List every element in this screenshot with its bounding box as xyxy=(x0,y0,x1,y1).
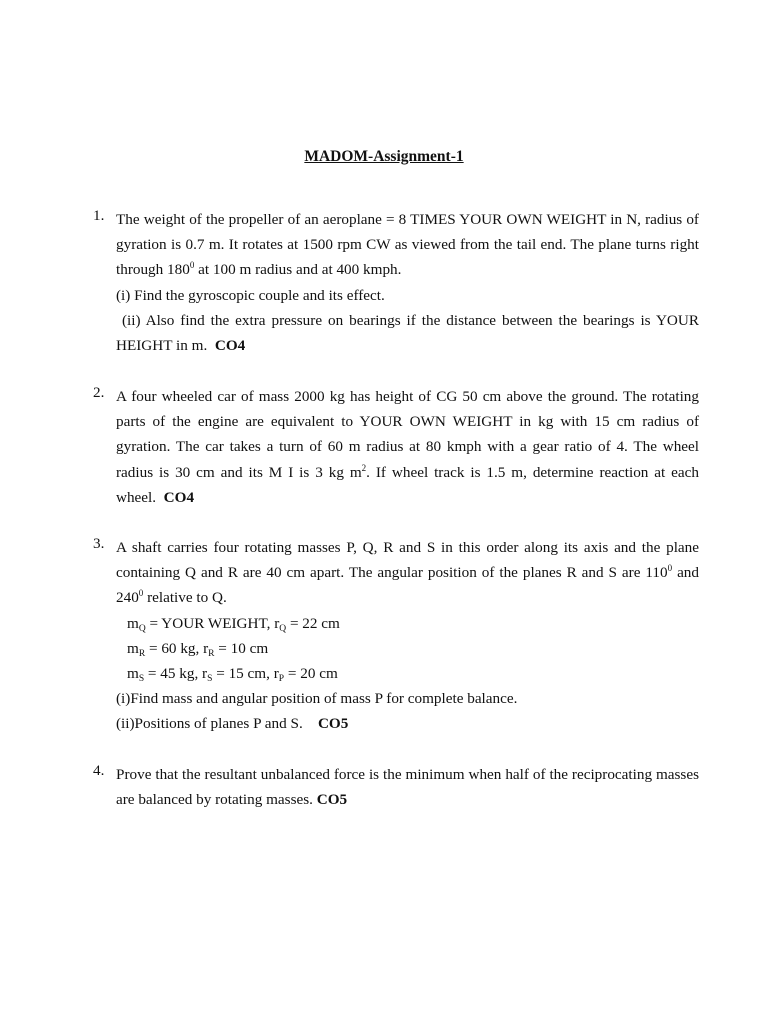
course-outcome-label: CO5 xyxy=(316,791,348,809)
question-part-i: (i)Find mass and angular position of mass P for complete balance. xyxy=(116,690,518,708)
superscript: 0 xyxy=(138,588,144,599)
question-body xyxy=(116,384,699,510)
question-number: 2. xyxy=(93,384,105,401)
question-number: 4. xyxy=(93,762,105,779)
question-body xyxy=(116,762,699,812)
mass-line-s: $m_S = 45$ kg, $r_S = 15$ cm, $r_P = 20$ cm xyxy=(127,665,338,685)
question-number: 1. xyxy=(93,207,105,224)
superscript: 0 xyxy=(189,260,195,271)
question-part-ii: (ii)Positions of planes P and S. CO5 xyxy=(116,715,349,733)
question-text: The weight of the propeller of an aeroplane = 8 TIMES YOUR OWN WEIGHT in N, radius of gyration is 0.7 m. It rotates at 1500 rpm CW as viewed from the tail end. The plane turns right through $180^0$ at 100 m radius and at 400 kmph. xyxy=(116,211,699,279)
course-outcome-label: CO4 xyxy=(214,337,246,355)
superscript: 0 xyxy=(667,563,673,574)
question-4 xyxy=(93,762,699,812)
question-number: 3. xyxy=(93,535,105,552)
question-part-i: (i) Find the gyroscopic couple and its effect. xyxy=(116,286,385,304)
course-outcome-label: CO4 xyxy=(163,488,195,506)
course-outcome-label: CO5 xyxy=(317,715,349,733)
assignment-title: MADOM-Assignment-1 xyxy=(304,148,464,165)
question-text: A shaft carries four rotating masses P, Q, R and S in this order along its axis and the plane containing Q and R are 40 cm apart. The angular position of the planes R and S are $110^0$ and $240^0$ relative to Q. xyxy=(116,539,699,607)
question-2 xyxy=(93,384,699,510)
question-text: A four wheeled car of mass 2000 kg has height of CG 50 cm above the ground. The rotating parts of the engine are equivalent to YOUR OWN WEIGHT in kg with 15 cm radius of gyration. The car takes a turn of 60 m radius at 80 kmph with a gear ratio of 4. The wheel radius is 30 cm and its M I is 3 kg $m^2$. If wheel track is 1.5 m, determine reaction at each wheel. CO4 xyxy=(116,388,699,506)
question-text: Prove that the resultant unbalanced force is the minimum when half of the reciprocating masses are balanced by rotating masses. CO5 xyxy=(116,766,699,809)
mass-line-q: $m_Q$ = YOUR WEIGHT, $r_Q = 22$ cm xyxy=(127,614,340,634)
question-body xyxy=(116,535,699,737)
question-body xyxy=(116,207,699,358)
question-3 xyxy=(93,535,699,737)
mass-line-r: $m_R = 60$ kg, $r_R = 10$ cm xyxy=(127,639,269,659)
question-1 xyxy=(93,207,699,358)
superscript: 2 xyxy=(361,462,367,473)
question-part-ii: (ii) Also find the extra pressure on bearings if the distance between the bearings is YOUR HEIGHT in m. CO4 xyxy=(116,311,699,355)
